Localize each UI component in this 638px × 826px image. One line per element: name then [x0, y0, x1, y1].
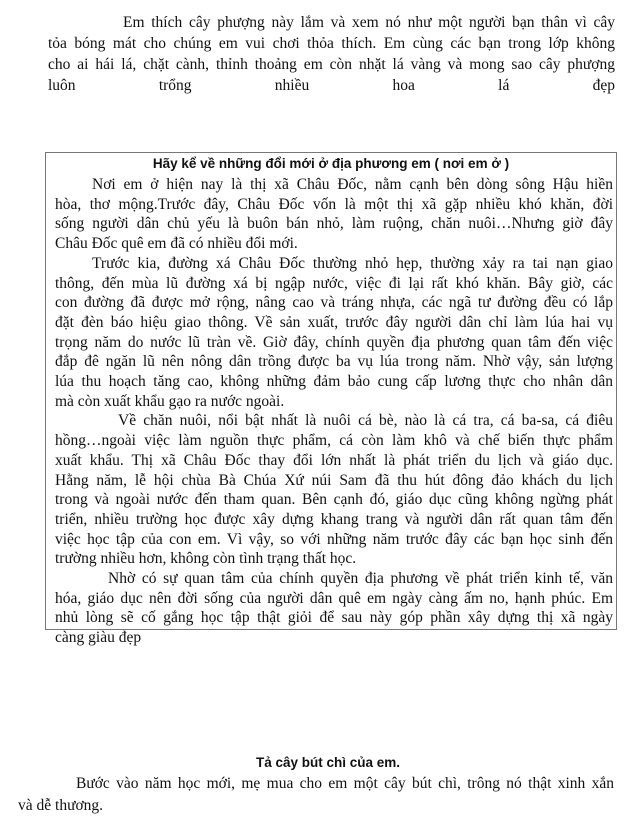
text-line: Em thích cây phượng này lắm và xem nó như một người bạn thân vì cây	[123, 14, 615, 31]
essay-line: Trước kia, đường xá Châu Đốc thường nhỏ hẹp, thường xảy ra tai nạn giao	[92, 254, 613, 272]
essay-line: Nơi em ở hiện nay là thị xã Châu Đốc, nằm cạnh bên dòng sông Hậu hiền	[92, 176, 613, 193]
essay-line: hồng…ngoài việc làm nguồn thực phẩm, cá còn làm khô và chế biến thực phẩm	[55, 432, 613, 450]
essay-line: nhủ lòng sẽ cố gắng học tập thật giỏi để sau này góp phần xây dựng thị xã ngày	[55, 609, 613, 627]
essay-line: triển, nhiều trường học được xây dựng khang trang và người dân rất quan tâm đến	[55, 510, 613, 528]
essay-line: việc học tập của con em. Vì vậy, so với những năm trước đây các bạn học sinh đến	[55, 530, 613, 548]
text-line: Bước vào năm học mới, mẹ mua cho em một cây bút chì, trông nó thật xinh xắn	[76, 775, 614, 792]
essay-line: lúa thu hoạch tăng cao, không những đảm bảo cung cấp lương thực cho nhân dân	[55, 373, 613, 390]
essay-line: đặt đèn báo hiệu giao thông. Về sản xuất, trước đây người dân chỉ làm lúa hai vụ	[55, 313, 613, 331]
essay-line: con đường đã được mở rộng, nâng cao và tráng nhựa, các ngã tư đường đều có lắp	[55, 294, 613, 312]
essay-line: trong và ngoài nước đến tham quan. Bên cạnh đó, giáo dục cũng không ngừng phát	[55, 491, 613, 509]
essay-line: trọng năm do nước lũ tràn về. Giờ đây, chính quyền địa phương quan tâm đến việc	[55, 333, 613, 351]
text-line: cho ai hái lá, chặt cành, thỉnh thoảng em còn nhặt lá vàng và mong sao cây phượng	[48, 56, 615, 73]
essay-line: xuất khẩu. Thị xã Châu Đốc thay đổi lớn nhất là phát triển du lịch và giáo dục.	[55, 451, 613, 469]
essay-line: càng giàu đẹp	[55, 629, 142, 647]
essay-line: Châu Đốc quê em đã có nhiều đổi mới.	[55, 235, 298, 253]
text-line: luôn trổng nhiều hoa lá đẹp	[48, 77, 615, 94]
bottom-title: Tả cây bút chì của em.	[255, 755, 401, 770]
text-line: tỏa bóng mát cho chúng em vui chơi thỏa thích. Em cùng các bạn trong lớp không	[48, 35, 615, 52]
essay-title: Hãy kể về những đổi mới ở địa phương em ( nơi em ở )	[152, 156, 510, 171]
essay-line: mà còn xuất khẩu gạo ra nước ngoài.	[55, 392, 285, 410]
essay-line: thông, đến mùa lũ đường xá bị ngập nước, việc đi lại rất khó khăn. Bây giờ, các	[55, 274, 613, 292]
essay-line: sống người dân chủ yếu là buôn bán nhỏ, làm ruộng, chăn nuôi…Nhưng giờ đây	[55, 215, 613, 233]
essay-line: hòa, thơ mộng.Trước đây, Châu Đốc vốn là một thị xã gặp nhiều khó khăn, đời	[55, 195, 613, 213]
essay-line: đắp đê ngăn lũ nên nông dân trồng được ba vụ lúa trong năm. Nhờ vậy, sản lượng	[55, 353, 613, 371]
essay-line: hóa, giáo dục nên đời sống của người dân quê em ngày càng ấm no, hạnh phúc. Em	[55, 589, 613, 607]
essay-line: Nhờ có sự quan tâm của chính quyền địa phương về phát triển kinh tế, văn	[108, 570, 613, 587]
essay-line: Về chăn nuôi, nổi bật nhất là nuôi cá bè, nào là cá tra, cá ba-sa, cá điêu	[118, 412, 613, 430]
essay-line: Hằng năm, lễ hội chùa Bà Chúa Xứ núi Sam đã thu hút đông đảo khách du lịch	[55, 471, 613, 489]
text-line: và dễ thương.	[18, 797, 104, 814]
essay-line: trường nhiều hơn, không còn tình trạng thất học.	[55, 550, 357, 568]
